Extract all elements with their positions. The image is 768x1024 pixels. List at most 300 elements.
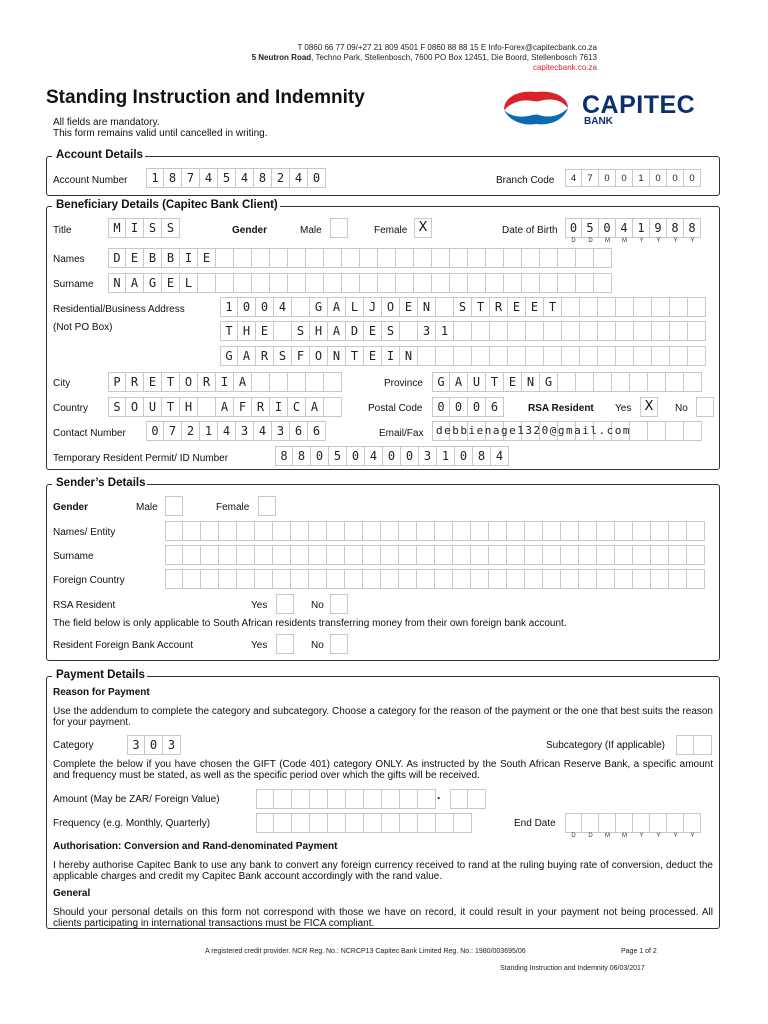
char-box[interactable] — [651, 545, 669, 565]
char-box[interactable] — [688, 346, 706, 366]
char-box[interactable] — [630, 372, 648, 392]
char-box[interactable]: E — [400, 297, 418, 317]
address-line-3[interactable] — [220, 346, 706, 366]
char-box[interactable] — [579, 521, 597, 541]
char-box[interactable]: S — [454, 297, 472, 317]
char-box[interactable] — [453, 521, 471, 541]
char-box[interactable] — [273, 569, 291, 589]
char-box[interactable] — [234, 248, 252, 268]
surname-field[interactable] — [108, 273, 612, 293]
char-box[interactable] — [306, 372, 324, 392]
char-box[interactable] — [256, 813, 274, 833]
char-box[interactable]: 0 — [599, 218, 616, 238]
char-box[interactable]: E — [504, 372, 522, 392]
char-box[interactable] — [597, 521, 615, 541]
char-box[interactable] — [544, 321, 562, 341]
char-box[interactable] — [561, 521, 579, 541]
char-box[interactable] — [360, 248, 378, 268]
account-number-field[interactable] — [146, 168, 326, 188]
char-box[interactable]: 6 — [308, 421, 326, 441]
char-box[interactable] — [346, 789, 364, 809]
char-box[interactable] — [526, 321, 544, 341]
char-box[interactable]: O — [310, 346, 328, 366]
char-box[interactable] — [666, 372, 684, 392]
char-box[interactable] — [543, 521, 561, 541]
char-box[interactable]: 4 — [565, 169, 582, 187]
char-box[interactable]: 8 — [293, 446, 311, 466]
sender-country-field[interactable] — [165, 569, 705, 589]
char-box[interactable] — [651, 569, 669, 589]
char-box[interactable]: 1 — [437, 446, 455, 466]
char-box[interactable] — [565, 813, 582, 833]
char-box[interactable] — [345, 545, 363, 565]
char-box[interactable] — [255, 569, 273, 589]
char-box[interactable] — [453, 545, 471, 565]
char-box[interactable] — [400, 813, 418, 833]
char-box[interactable] — [472, 346, 490, 366]
char-box[interactable] — [270, 372, 288, 392]
char-box[interactable] — [274, 321, 292, 341]
char-box[interactable] — [310, 813, 328, 833]
foreign-yes-checkbox[interactable] — [276, 634, 294, 654]
char-box[interactable] — [216, 248, 234, 268]
char-box[interactable]: G — [144, 273, 162, 293]
char-box[interactable] — [324, 397, 342, 417]
char-box[interactable]: B — [144, 248, 162, 268]
char-box[interactable]: I — [382, 346, 400, 366]
char-box[interactable] — [486, 273, 504, 293]
char-box[interactable] — [598, 321, 616, 341]
char-box[interactable]: S — [274, 346, 292, 366]
char-box[interactable] — [274, 813, 292, 833]
char-box[interactable]: 0 — [238, 297, 256, 317]
rsa-yes-checkbox[interactable]: X — [640, 397, 658, 417]
char-box[interactable]: 3 — [163, 735, 181, 755]
char-box[interactable] — [252, 372, 270, 392]
char-box[interactable] — [634, 321, 652, 341]
char-box[interactable]: 9 — [650, 218, 667, 238]
char-box[interactable] — [450, 789, 468, 809]
char-box[interactable] — [544, 346, 562, 366]
char-box[interactable]: 0 — [256, 297, 274, 317]
char-box[interactable]: D — [108, 248, 126, 268]
char-box[interactable] — [526, 346, 544, 366]
address-line-1[interactable] — [220, 297, 706, 317]
char-box[interactable] — [652, 346, 670, 366]
char-box[interactable] — [616, 813, 633, 833]
title-field[interactable] — [108, 218, 180, 238]
char-box[interactable] — [201, 521, 219, 541]
char-box[interactable] — [490, 346, 508, 366]
char-box[interactable]: L — [180, 273, 198, 293]
char-box[interactable]: 1 — [633, 169, 650, 187]
char-box[interactable] — [489, 545, 507, 565]
char-box[interactable] — [342, 248, 360, 268]
char-box[interactable] — [667, 813, 684, 833]
char-box[interactable]: A — [328, 297, 346, 317]
char-box[interactable] — [382, 789, 400, 809]
char-box[interactable] — [309, 545, 327, 565]
char-box[interactable]: H — [180, 397, 198, 417]
char-box[interactable] — [183, 545, 201, 565]
char-box[interactable] — [670, 321, 688, 341]
char-box[interactable]: 4 — [365, 446, 383, 466]
char-box[interactable] — [396, 273, 414, 293]
char-box[interactable] — [490, 321, 508, 341]
char-box[interactable]: 3 — [236, 421, 254, 441]
char-box[interactable]: C — [288, 397, 306, 417]
char-box[interactable] — [688, 321, 706, 341]
char-box[interactable]: A — [328, 321, 346, 341]
char-box[interactable] — [648, 421, 666, 441]
char-box[interactable] — [273, 545, 291, 565]
char-box[interactable] — [525, 569, 543, 589]
char-box[interactable]: 4 — [254, 421, 272, 441]
char-box[interactable] — [540, 248, 558, 268]
char-box[interactable] — [687, 545, 705, 565]
sender-female-checkbox[interactable] — [258, 496, 276, 516]
char-box[interactable] — [471, 521, 489, 541]
char-box[interactable] — [364, 813, 382, 833]
char-box[interactable] — [562, 346, 580, 366]
char-box[interactable] — [346, 813, 364, 833]
char-box[interactable] — [288, 372, 306, 392]
char-box[interactable] — [417, 545, 435, 565]
char-box[interactable] — [234, 273, 252, 293]
char-box[interactable]: 0 — [347, 446, 365, 466]
char-box[interactable]: 1 — [146, 168, 164, 188]
sender-names-field[interactable] — [165, 521, 705, 541]
char-box[interactable] — [255, 521, 273, 541]
char-box[interactable]: 6 — [486, 397, 504, 417]
char-box[interactable]: 1 — [633, 218, 650, 238]
website-link[interactable]: capitecbank.co.za — [532, 63, 597, 72]
char-box[interactable]: 7 — [582, 169, 599, 187]
female-checkbox[interactable]: X — [414, 218, 432, 238]
char-box[interactable] — [378, 248, 396, 268]
char-box[interactable] — [594, 372, 612, 392]
char-box[interactable] — [165, 569, 183, 589]
char-box[interactable] — [525, 521, 543, 541]
char-box[interactable]: 0 — [565, 218, 582, 238]
char-box[interactable]: E — [198, 248, 216, 268]
char-box[interactable] — [454, 346, 472, 366]
char-box[interactable]: S — [108, 397, 126, 417]
contact-number-field[interactable] — [146, 421, 326, 441]
char-box[interactable] — [418, 789, 436, 809]
char-box[interactable] — [669, 569, 687, 589]
char-box[interactable]: 3 — [272, 421, 290, 441]
char-box[interactable] — [198, 397, 216, 417]
char-box[interactable] — [414, 273, 432, 293]
sender-surname-field[interactable] — [165, 545, 705, 565]
char-box[interactable] — [364, 789, 382, 809]
char-box[interactable]: H — [310, 321, 328, 341]
char-box[interactable]: 0 — [308, 168, 326, 188]
char-box[interactable] — [432, 248, 450, 268]
char-box[interactable] — [288, 273, 306, 293]
char-box[interactable]: 7 — [182, 168, 200, 188]
frequency-field[interactable] — [256, 813, 472, 833]
char-box[interactable] — [471, 545, 489, 565]
char-box[interactable] — [417, 521, 435, 541]
char-box[interactable]: 3 — [419, 446, 437, 466]
category-field[interactable] — [127, 735, 181, 755]
char-box[interactable] — [508, 346, 526, 366]
char-box[interactable] — [543, 569, 561, 589]
char-box[interactable]: M — [108, 218, 126, 238]
char-box[interactable]: A — [306, 397, 324, 417]
amount-cents-field[interactable] — [450, 789, 486, 809]
char-box[interactable]: T — [472, 297, 490, 317]
char-box[interactable] — [400, 789, 418, 809]
char-box[interactable] — [597, 545, 615, 565]
dob-field[interactable] — [565, 218, 701, 238]
char-box[interactable] — [651, 521, 669, 541]
char-box[interactable] — [669, 545, 687, 565]
char-box[interactable] — [684, 372, 702, 392]
char-box[interactable] — [652, 321, 670, 341]
char-box[interactable]: T — [346, 346, 364, 366]
char-box[interactable] — [270, 273, 288, 293]
char-box[interactable]: 0 — [455, 446, 473, 466]
char-box[interactable] — [255, 545, 273, 565]
char-box[interactable]: F — [292, 346, 310, 366]
char-box[interactable] — [576, 273, 594, 293]
id-number-field[interactable] — [275, 446, 509, 466]
email-field[interactable] — [432, 421, 702, 441]
char-box[interactable] — [468, 789, 486, 809]
char-box[interactable] — [310, 789, 328, 809]
char-box[interactable] — [183, 521, 201, 541]
char-box[interactable] — [381, 569, 399, 589]
char-box[interactable] — [418, 813, 436, 833]
char-box[interactable] — [507, 545, 525, 565]
char-box[interactable] — [435, 521, 453, 541]
char-box[interactable]: O — [382, 297, 400, 317]
char-box[interactable]: 8 — [667, 218, 684, 238]
char-box[interactable]: 4 — [616, 218, 633, 238]
char-box[interactable]: N — [108, 273, 126, 293]
sender-male-checkbox[interactable] — [165, 496, 183, 516]
char-box[interactable]: H — [238, 321, 256, 341]
char-box[interactable]: U — [468, 372, 486, 392]
char-box[interactable]: L — [346, 297, 364, 317]
char-box[interactable]: A — [126, 273, 144, 293]
char-box[interactable] — [291, 545, 309, 565]
char-box[interactable]: E — [162, 273, 180, 293]
char-box[interactable] — [219, 545, 237, 565]
char-box[interactable]: I — [216, 372, 234, 392]
char-box[interactable] — [576, 248, 594, 268]
char-box[interactable]: 6 — [290, 421, 308, 441]
char-box[interactable] — [670, 297, 688, 317]
char-box[interactable] — [291, 521, 309, 541]
char-box[interactable] — [454, 813, 472, 833]
char-box[interactable]: G — [540, 372, 558, 392]
char-box[interactable]: 0 — [684, 169, 701, 187]
char-box[interactable] — [165, 545, 183, 565]
char-box[interactable]: 2 — [272, 168, 290, 188]
char-box[interactable]: J — [364, 297, 382, 317]
char-box[interactable] — [291, 569, 309, 589]
char-box[interactable]: N — [418, 297, 436, 317]
char-box[interactable] — [252, 248, 270, 268]
char-box[interactable] — [634, 346, 652, 366]
char-box[interactable] — [687, 521, 705, 541]
char-box[interactable] — [472, 321, 490, 341]
char-box[interactable]: 0 — [432, 397, 450, 417]
char-box[interactable]: 0 — [383, 446, 401, 466]
char-box[interactable]: T — [486, 372, 504, 392]
char-box[interactable]: R — [198, 372, 216, 392]
char-box[interactable] — [562, 321, 580, 341]
char-box[interactable] — [507, 569, 525, 589]
char-box[interactable]: F — [234, 397, 252, 417]
char-box[interactable] — [580, 321, 598, 341]
char-box[interactable]: G — [432, 372, 450, 392]
char-box[interactable]: S — [144, 218, 162, 238]
char-box[interactable] — [328, 789, 346, 809]
char-box[interactable]: P — [108, 372, 126, 392]
char-box[interactable]: 0 — [599, 169, 616, 187]
char-box[interactable]: R — [256, 346, 274, 366]
char-box[interactable] — [201, 569, 219, 589]
char-box[interactable] — [292, 813, 310, 833]
char-box[interactable] — [504, 248, 522, 268]
char-box[interactable] — [630, 421, 648, 441]
char-box[interactable]: U — [144, 397, 162, 417]
char-box[interactable] — [688, 297, 706, 317]
char-box[interactable]: N — [522, 372, 540, 392]
rsa-no-checkbox[interactable] — [696, 397, 714, 417]
char-box[interactable] — [648, 372, 666, 392]
char-box[interactable] — [616, 297, 634, 317]
char-box[interactable] — [342, 273, 360, 293]
char-box[interactable] — [309, 569, 327, 589]
char-box[interactable] — [327, 545, 345, 565]
char-box[interactable] — [562, 297, 580, 317]
char-box[interactable] — [468, 273, 486, 293]
char-box[interactable]: 8 — [684, 218, 701, 238]
char-box[interactable]: 0 — [667, 169, 684, 187]
char-box[interactable]: S — [382, 321, 400, 341]
char-box[interactable]: 2 — [182, 421, 200, 441]
province-field[interactable] — [432, 372, 702, 392]
char-box[interactable] — [597, 569, 615, 589]
char-box[interactable] — [450, 248, 468, 268]
char-box[interactable] — [450, 273, 468, 293]
char-box[interactable] — [652, 297, 670, 317]
char-box[interactable] — [558, 273, 576, 293]
end-date-field[interactable] — [565, 813, 701, 833]
char-box[interactable] — [327, 569, 345, 589]
char-box[interactable] — [324, 248, 342, 268]
char-box[interactable]: 5 — [218, 168, 236, 188]
char-box[interactable] — [360, 273, 378, 293]
char-box[interactable]: 0 — [650, 169, 667, 187]
char-box[interactable] — [576, 372, 594, 392]
char-box[interactable]: 4 — [290, 168, 308, 188]
char-box[interactable] — [561, 569, 579, 589]
char-box[interactable] — [436, 297, 454, 317]
char-box[interactable]: E — [144, 372, 162, 392]
char-box[interactable] — [328, 813, 346, 833]
char-box[interactable] — [327, 521, 345, 541]
char-box[interactable] — [436, 346, 454, 366]
char-box[interactable]: D — [346, 321, 364, 341]
char-box[interactable]: 0 — [401, 446, 419, 466]
char-box[interactable]: 0 — [468, 397, 486, 417]
char-box[interactable] — [454, 321, 472, 341]
char-box[interactable] — [363, 545, 381, 565]
char-box[interactable] — [598, 346, 616, 366]
char-box[interactable]: 5 — [582, 218, 599, 238]
char-box[interactable] — [306, 273, 324, 293]
male-checkbox[interactable] — [330, 218, 348, 238]
char-box[interactable] — [288, 248, 306, 268]
char-box[interactable] — [486, 248, 504, 268]
char-box[interactable] — [345, 569, 363, 589]
char-box[interactable] — [579, 569, 597, 589]
char-box[interactable]: S — [162, 218, 180, 238]
char-box[interactable]: 3 — [418, 321, 436, 341]
char-box[interactable]: O — [180, 372, 198, 392]
char-box[interactable]: 1 — [436, 321, 454, 341]
char-box[interactable] — [237, 545, 255, 565]
char-box[interactable] — [525, 545, 543, 565]
char-box[interactable] — [201, 545, 219, 565]
char-box[interactable]: 1 — [200, 421, 218, 441]
char-box[interactable]: G — [220, 346, 238, 366]
char-box[interactable] — [666, 421, 684, 441]
char-box[interactable]: G — [310, 297, 328, 317]
char-box[interactable] — [669, 521, 687, 541]
char-box[interactable] — [616, 321, 634, 341]
char-box[interactable]: S — [292, 321, 310, 341]
char-box[interactable]: B — [162, 248, 180, 268]
char-box[interactable] — [453, 569, 471, 589]
char-box[interactable]: N — [328, 346, 346, 366]
char-box[interactable]: 1 — [220, 297, 238, 317]
char-box[interactable]: A — [216, 397, 234, 417]
char-box[interactable] — [418, 346, 436, 366]
char-box[interactable]: A — [238, 346, 256, 366]
char-box[interactable] — [432, 273, 450, 293]
amount-field[interactable] — [256, 789, 436, 809]
char-box[interactable] — [256, 789, 274, 809]
char-box[interactable] — [522, 273, 540, 293]
char-box[interactable] — [381, 545, 399, 565]
char-box[interactable] — [633, 545, 651, 565]
char-box[interactable] — [183, 569, 201, 589]
char-box[interactable]: E — [364, 321, 382, 341]
char-box[interactable]: R — [252, 397, 270, 417]
char-box[interactable] — [670, 346, 688, 366]
char-box[interactable] — [489, 569, 507, 589]
char-box[interactable] — [508, 321, 526, 341]
char-box[interactable] — [309, 521, 327, 541]
char-box[interactable] — [522, 248, 540, 268]
char-box[interactable] — [580, 297, 598, 317]
char-box[interactable] — [540, 273, 558, 293]
char-box[interactable]: 7 — [164, 421, 182, 441]
char-box[interactable] — [507, 521, 525, 541]
char-box[interactable]: T — [162, 372, 180, 392]
char-box[interactable]: 4 — [200, 168, 218, 188]
char-box[interactable] — [292, 297, 310, 317]
char-box[interactable]: 4 — [236, 168, 254, 188]
